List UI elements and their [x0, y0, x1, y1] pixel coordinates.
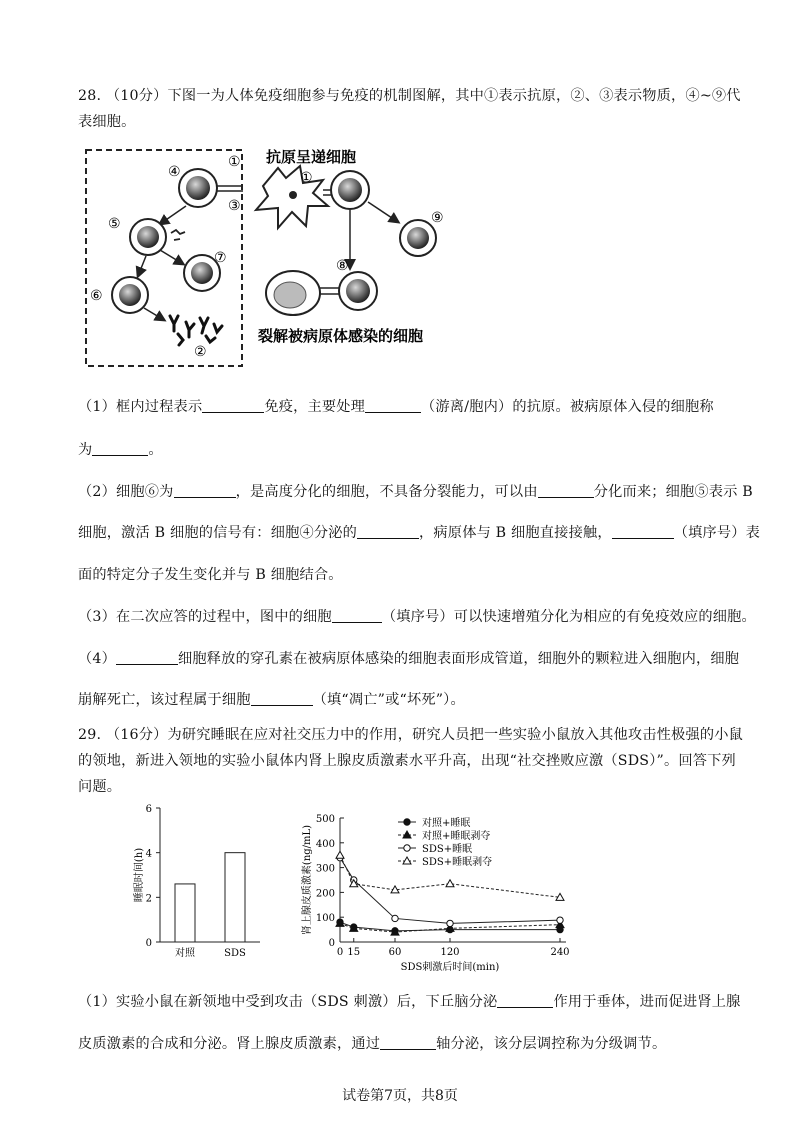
- answer-blank[interactable]: [92, 441, 148, 456]
- q29-part1-line2: 皮质激素的合成和分泌。肾上腺皮质激素，通过 轴分泌，该分层调控称为分级调节。: [78, 1036, 667, 1052]
- bar-SDS: [225, 853, 245, 942]
- data-point: [446, 880, 454, 887]
- label-8: ⑧: [336, 258, 349, 274]
- x-tick-label: SDS: [224, 948, 246, 959]
- y-axis-label: 睡眠时间(h): [134, 847, 145, 903]
- y-tick-label: 2: [145, 893, 152, 905]
- label-3: ③: [228, 198, 241, 214]
- q28-part2-line2: 细胞，激活 B 细胞的信号有：细胞④分泌的 ，病原体与 B 细胞直接接触， （填序号）表: [78, 525, 761, 541]
- y-tick-label: 200: [315, 888, 335, 900]
- answer-blank[interactable]: [357, 524, 419, 539]
- q28-part2-line1: （2）细胞⑥为 ，是高度分化的细胞，不具备分裂能力，可以由 分化而来；细胞⑤表示 B: [78, 484, 753, 500]
- corticosterone-line-chart: [290, 800, 590, 980]
- q29-stem-line2: 的领地，新进入领地的实验小鼠体内肾上腺皮质激素水平升高，出现“社交挫败应激（SDS）”。回答下列: [78, 753, 736, 769]
- answer-blank[interactable]: [251, 691, 313, 706]
- legend-marker: [404, 845, 410, 851]
- lysis-label: 裂解被病原体感染的细胞: [258, 327, 424, 345]
- q28-part3: （3）在二次应答的过程中，图中的细胞 （填序号）可以快速增殖分化为相应的有免疫效应的细胞。: [78, 609, 756, 625]
- q28-part4-line1: （4） 细胞释放的穿孔素在被病原体感染的细胞表面形成管道，细胞外的颗粒进入细胞内，细胞: [78, 651, 740, 667]
- legend-label: 对照+睡眠: [422, 818, 471, 829]
- q29-stem-line1: 29. （16分）为研究睡眠在应对社交压力中的作用，研究人员把一些实验小鼠放入其他攻击性极强的小鼠: [78, 727, 743, 743]
- y-tick-label: 100: [315, 913, 335, 925]
- y-tick-label: 4: [145, 848, 152, 860]
- label-2: ②: [194, 344, 207, 360]
- data-point: [392, 915, 398, 921]
- label-6: ⑥: [90, 288, 103, 304]
- y-tick-label: 300: [315, 863, 335, 875]
- answer-blank[interactable]: [612, 524, 674, 539]
- answer-blank[interactable]: [497, 993, 553, 1008]
- y-tick-label: 500: [315, 814, 335, 825]
- data-point: [447, 920, 453, 926]
- y-axis-label: 肾上腺皮质激素(ng/mL): [302, 824, 313, 936]
- q28-stem-line2: 表细胞。: [78, 114, 136, 130]
- y-tick-label: 0: [145, 938, 152, 949]
- label-7: ⑦: [214, 250, 227, 266]
- infected-target-cell: [266, 271, 320, 315]
- y-tick-label: 0: [328, 938, 335, 949]
- x-tick-label: 60: [388, 947, 402, 958]
- answer-blank[interactable]: [202, 398, 264, 413]
- legend: [398, 816, 492, 868]
- legend-label: SDS+睡眠: [422, 844, 473, 855]
- cell-8: [339, 272, 377, 310]
- q29-stem-line3: 问题。: [78, 779, 122, 795]
- apc-label: 抗原呈递细胞: [266, 148, 357, 166]
- q28-stem-line1: 28. （10分）下图一为人体免疫细胞参与免疫的机制图解，其中①表示抗原，②、③表示物质，④~⑨代: [78, 88, 741, 104]
- data-point: [557, 917, 563, 923]
- q28-part1-line1: （1）框内过程表示 免疫，主要处理 （游离/胞内）的抗原。被病原体入侵的细胞称: [78, 399, 714, 415]
- y-tick-label: 400: [315, 838, 335, 850]
- q28-part4-line2: 崩解死亡，该过程属于细胞 （填“凋亡”或“坏死”）。: [78, 692, 465, 708]
- label-5: ⑤: [108, 216, 121, 232]
- x-axis-label: SDS刺激后时间(min): [400, 962, 500, 973]
- legend-label: SDS+睡眠剥夺: [422, 857, 493, 868]
- x-tick-label: 0: [336, 947, 344, 958]
- legend-label: 对照+睡眠剥夺: [422, 831, 491, 842]
- label-9: ⑨: [431, 210, 444, 226]
- label-1a: ①: [228, 154, 241, 170]
- answer-blank[interactable]: [332, 608, 382, 623]
- answer-blank[interactable]: [538, 483, 594, 498]
- q28-part2-line3: 面的特定分子发生变化并与 B 细胞结合。: [78, 567, 343, 583]
- answer-blank[interactable]: [365, 398, 421, 413]
- sleep-time-bar-chart: [128, 800, 268, 970]
- cell-4: [179, 169, 217, 207]
- x-tick-label: 15: [347, 947, 361, 958]
- x-tick-label: 对照: [175, 948, 195, 959]
- legend-marker: [404, 819, 410, 825]
- answer-blank[interactable]: [174, 483, 236, 498]
- answer-blank[interactable]: [380, 1035, 436, 1050]
- x-tick-label: 120: [440, 947, 460, 958]
- label-4: ④: [168, 164, 181, 180]
- y-tick-label: 6: [145, 804, 152, 815]
- page-footer: 试卷第7页，共8页: [342, 1088, 458, 1104]
- immune-mechanism-figure: [78, 138, 458, 373]
- cell-6: [112, 277, 148, 313]
- t-helper-cell: [331, 171, 369, 209]
- q29-part1-line1: （1）实验小鼠在新领地中受到攻击（SDS 刺激）后，下丘脑分泌 作用于垂体，进而促进肾上腺: [78, 994, 741, 1010]
- data-point: [336, 851, 344, 858]
- bar-对照: [175, 884, 195, 942]
- x-tick-label: 240: [550, 947, 570, 958]
- antibodies: [170, 316, 222, 345]
- answer-blank[interactable]: [116, 650, 178, 665]
- q28-part1-line2: 为 。: [78, 442, 163, 458]
- label-1b: ①: [300, 170, 313, 186]
